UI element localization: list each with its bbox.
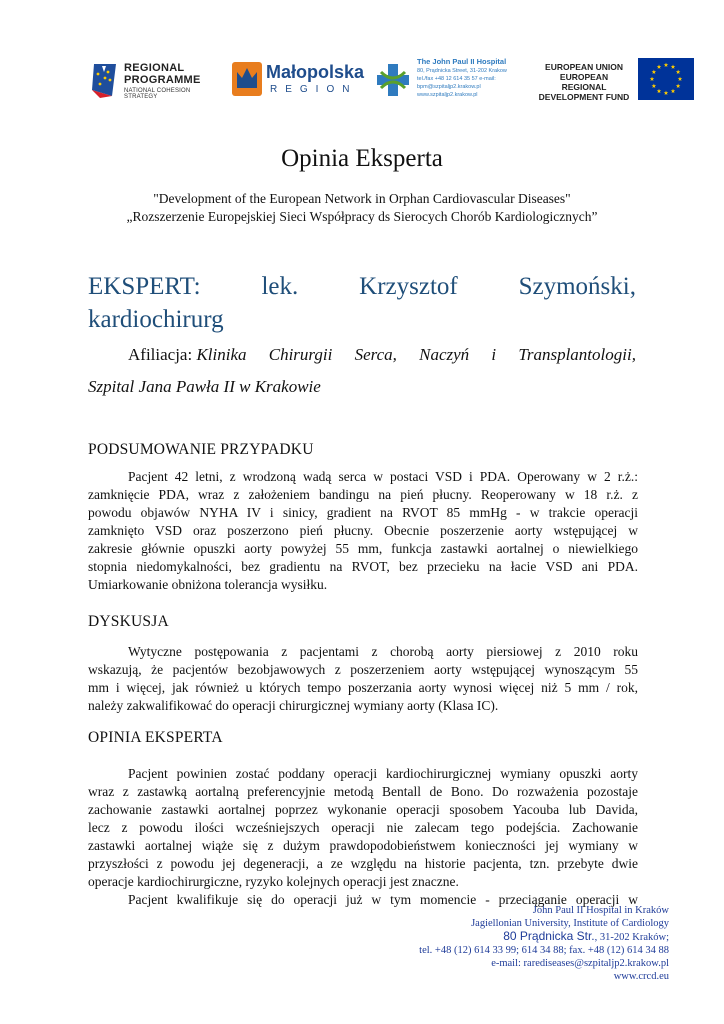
paragraph-line: zachowanie zastawki aortalnej poprzez wykonanie operacji sposobem Yacouba lub Davida, <box>88 802 638 817</box>
eu-logo-line3: DEVELOPMENT FUND <box>538 92 630 102</box>
paragraph-line: wskazują, że pacjentów bezobjawowych z poszerzeniem aorty wstępującej wynoszącym 55 <box>88 662 638 677</box>
paragraph-line: operacje kardiochirurgiczne, ryzyko kolejnych operacji jest znaczne. <box>88 874 459 889</box>
affiliation <box>88 341 636 401</box>
paragraph-line: przyszłości z powodu jej degeneracji, a ze względu na historie pacjenta, tzn. przebyte dwie <box>88 856 638 871</box>
paragraph-line: Pacjent 42 letni, z wrodzoną wadą serca w postaci VSD i PDA. Operowany w 2 r.ż.: <box>128 469 638 484</box>
footer-street: 80 Prądnicka Str. <box>503 929 595 943</box>
subtitle-polish: „Rozszerzenie Europejskiej Sieci Współpracy ds Sierocych Chorób Kardiologicznych” <box>126 209 598 224</box>
affiliation-label: Afiliacja: <box>128 345 197 364</box>
section-heading-opinion: OPINIA EKSPERTA <box>88 729 223 746</box>
paragraph-line: zakresie głównie opuszki aorty powyżej 55 mm, funkcja zastawki aortalnej o niewielkiego <box>88 541 638 556</box>
paragraph-line: stopnia niedomykalności, bez gradientu na RVOT, bez przecieku na łacie VSD ani PDA. <box>88 559 638 574</box>
section-heading-discussion: DYSKUSJA <box>88 613 169 630</box>
paragraph-line: mm i więcej, jak również u których tempo poszerzania aorty wynosi więcej niż 5 mm / rok, <box>88 680 638 695</box>
footer-email[interactable]: e-mail: rarediseases@szpitaljp2.krakow.pl <box>491 958 669 969</box>
malopolska-region-logo <box>232 52 367 112</box>
paragraph-line: powodu objawów NYHA IV i sinicy, gradient na RVOT 85 mmHg - w trakcie operacji <box>88 505 638 520</box>
paragraph-line: lecz z powodu ilości wcześniejszych operacji nie zalecam tego podejścia. Zachowanie <box>88 820 638 835</box>
affiliation-word: Chirurgii <box>268 345 333 364</box>
paragraph-line: wraz z zastawką aortalną preferencyjnie metodą Bentall de Bono. Do rozważenia pozostaje <box>88 784 638 799</box>
document-title: Opinia Eksperta <box>281 145 443 172</box>
malopolska-crown-icon <box>232 62 262 96</box>
expert-heading <box>88 270 636 336</box>
expert-last-name: Szymoński, <box>518 273 636 300</box>
paragraph-line: Umiarkowanie obniżona tolerancja wysiłku. <box>88 577 328 592</box>
footer-contact <box>309 904 669 983</box>
regional-logo-line2: PROGRAMME <box>124 74 201 86</box>
eu-fund-logo <box>538 52 695 112</box>
project-subtitle <box>0 190 724 226</box>
section-heading-summary: PODSUMOWANIE PRZYPADKU <box>88 441 314 458</box>
expert-label: EKSPERT: <box>88 273 201 300</box>
regional-programme-emblem-icon <box>90 60 120 100</box>
eu-logo-line2: EUROPEAN REGIONAL <box>559 72 609 92</box>
expert-specialty: kardiochirurg <box>88 306 224 333</box>
footer-hospital: John Paul II Hospital in Kraków <box>532 905 669 916</box>
footer-website[interactable]: www.crcd.eu <box>613 971 669 982</box>
paragraph-line: zastawki aortalnej wiąże się z dużym prawdopodobieństwem konieczności jej wymiany w <box>88 838 638 853</box>
header-logos <box>90 52 695 112</box>
paragraph-line: Pacjent kwalifikuje się do operacji już w tym momencie - przeciąganie operacji w <box>128 892 638 907</box>
affiliation-word: Serca, <box>354 345 397 364</box>
malopolska-name: Małopolska <box>266 62 365 82</box>
paragraph-line: należy zakwalifikować do operacji chirurgicznej wymiany aorty (Klasa IC). <box>88 698 499 713</box>
hospital-logo-phone: tel./fax +48 12 614 35 57 e-mail: <box>417 76 496 82</box>
paragraph-line: Wytyczne postępowania z pacjentami z chorobą aorty piersiowej z 2010 roku <box>128 644 638 659</box>
regional-logo-line1: REGIONAL <box>124 62 185 74</box>
footer-phone: tel. +48 (12) 614 33 99; 614 34 88; fax. +48 (12) 614 34 88 <box>419 945 669 956</box>
hospital-logo-email: bpm@szpitaljp2.krakow.pl <box>417 84 481 90</box>
paragraph-line: zamknięcie PDA, wraz z założeniem bandingu na pień płucny. Reoperowany w 18 r.ż. z <box>88 487 638 502</box>
regional-logo-line3: NATIONAL COHESION STRATEGY <box>124 88 191 100</box>
expert-name-row <box>88 270 636 303</box>
hospital-logo-name: The John Paul II Hospital <box>417 57 507 66</box>
eu-flag-icon <box>638 58 694 100</box>
section-body-opinion <box>88 765 638 909</box>
affiliation-word: Naczyń <box>419 345 470 364</box>
paragraph-line: zamknięto VSD oraz poszerzono pień płucny. Obecnie poszerzenie aorty wstępującej w <box>88 523 638 538</box>
section-body-discussion <box>88 643 638 715</box>
eu-logo-line1: EUROPEAN UNION <box>545 62 623 72</box>
footer-institute: Jagiellonian University, Institute of Cardiology <box>471 918 669 929</box>
affiliation-row <box>88 341 636 369</box>
affiliation-hospital: Szpital Jana Pawła II w Krakowie <box>88 377 321 396</box>
regional-programme-logo <box>90 52 220 112</box>
affiliation-word: i <box>491 345 497 364</box>
footer-city: , 31-202 Kraków; <box>594 932 669 943</box>
affiliation-word: Klinika <box>196 345 247 364</box>
paragraph-line: Pacjent powinien zostać poddany operacji kardiochirurgicznej wymiany opuszki aorty <box>128 766 638 781</box>
hospital-logo <box>375 52 525 112</box>
expert-title: lek. <box>261 273 299 300</box>
hospital-cross-icon <box>375 62 411 98</box>
section-body-summary <box>88 468 638 594</box>
footer-address <box>309 930 669 944</box>
expert-first-name: Krzysztof <box>359 273 458 300</box>
malopolska-region-label: REGION <box>270 84 358 95</box>
subtitle-english: "Development of the European Network in Orphan Cardiovascular Diseases" <box>153 191 571 206</box>
hospital-logo-website: www.szpitaljp2.krakow.pl <box>417 92 478 98</box>
affiliation-word: Transplantologii, <box>518 345 636 364</box>
hospital-logo-address: 80, Prądnicka Street, 31-202 Krakow <box>417 68 507 74</box>
